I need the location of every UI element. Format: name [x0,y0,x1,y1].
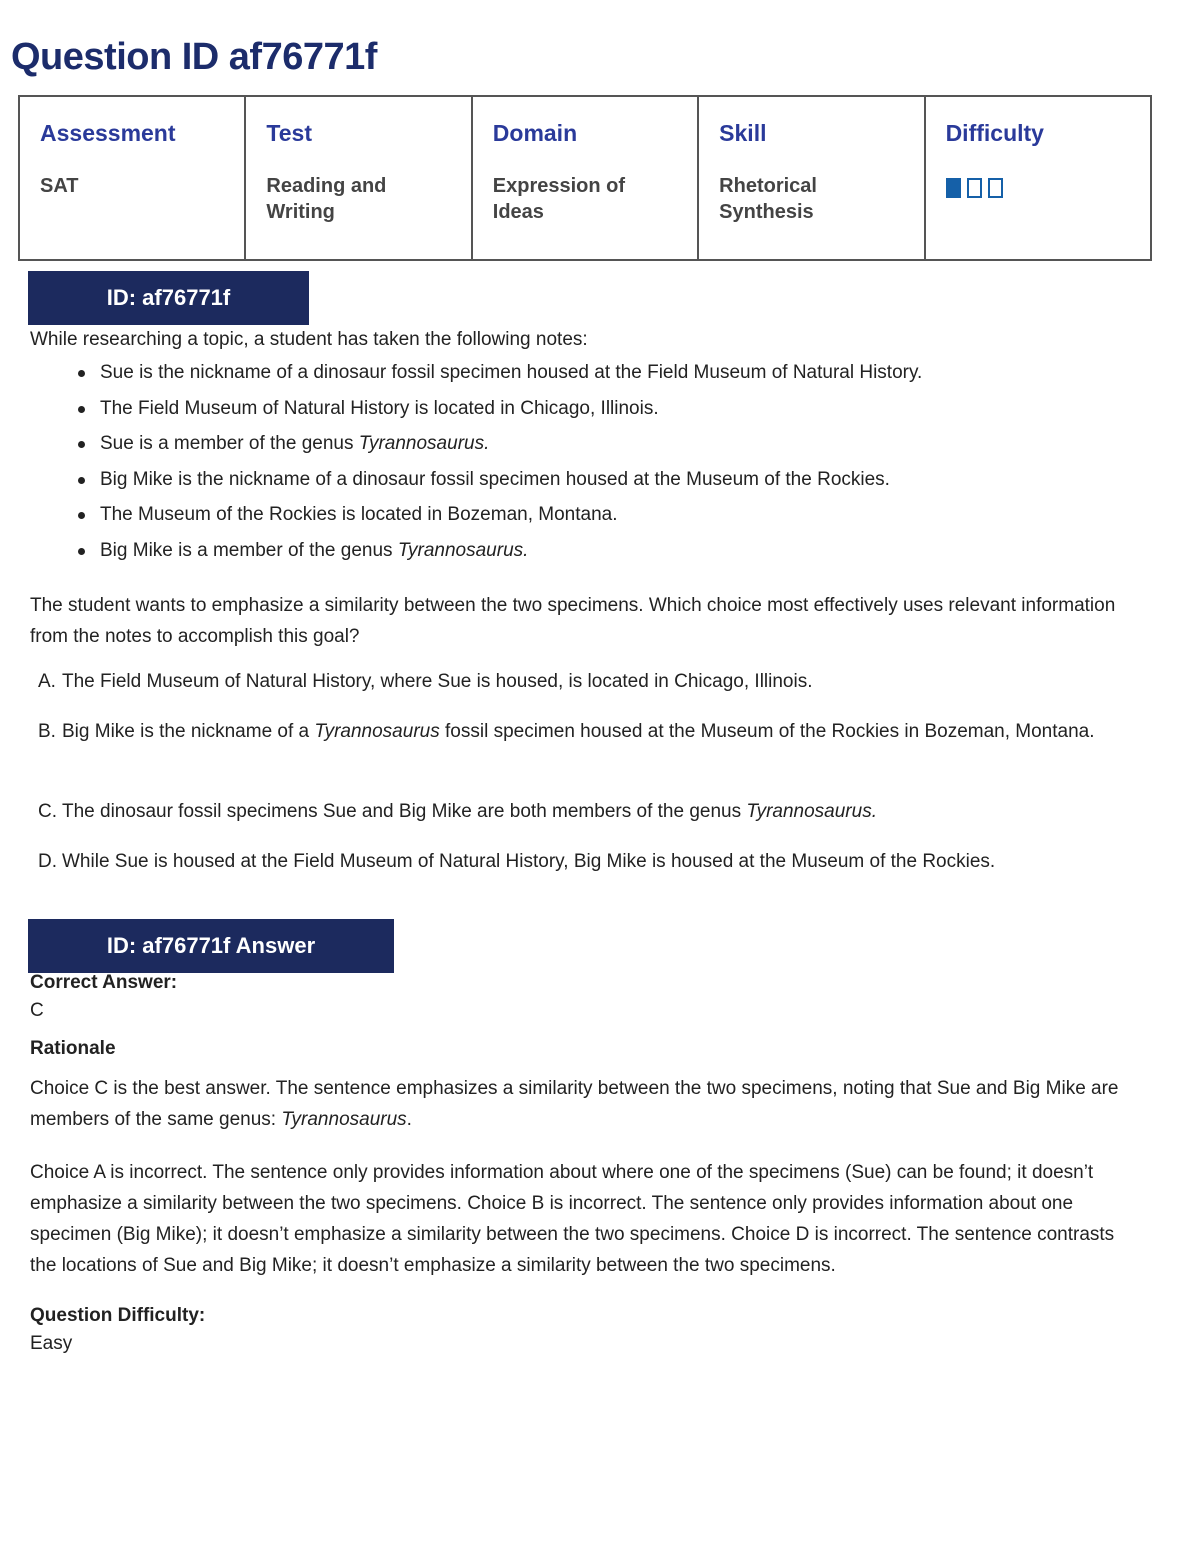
choice-letter: D. [38,851,57,872]
note-item: The Field Museum of Natural History is located in Chicago, Illinois. [100,391,922,427]
choice-text: Big Mike is the nickname of a Tyrannosaurus fossil specimen housed at the Museum of the Rockies in Bozeman, Montana. [62,721,1095,742]
meta-difficulty-label: Difficulty [945,120,1044,146]
meta-assessment-cell [19,96,245,260]
meta-skill-label: Skill [719,120,767,146]
question-intro: While researching a topic, a student has taken the following notes: [30,329,588,350]
question-difficulty-label: Question Difficulty: [30,1305,206,1326]
choice-letter: C. [38,801,57,822]
meta-test-label: Test [266,120,312,146]
rationale-paragraph-2: Choice A is incorrect. The sentence only provides information about where one of the specimens (Sue) can be found; it doesn’t emphasize a similarity between the two specimens. Choice B is incorrect. The sentence only provides information about one specimen (Big Mike); it doesn’t emphasize a similarity between the two specimens. Choice D is incorrect. The sentence contrasts the locations of Sue and Big Mike; it doesn’t emphasize a similarity between the two specimens. [30,1162,1115,1276]
choice-c[interactable] [38,796,1118,827]
choice-text: While Sue is housed at the Field Museum of Natural History, Big Mike is housed at the Museum of the Rockies. [62,851,996,872]
note-item: Sue is a member of the genus Tyrannosaurus. [100,426,922,462]
meta-difficulty-cell [925,96,1151,260]
choice-d[interactable] [38,846,1118,877]
answer-id-banner: ID: af76771f Answer [28,919,394,973]
meta-assessment-label: Assessment [40,120,176,146]
meta-test-value: Reading and Writing [266,175,387,223]
rationale-label: Rationale [30,1038,116,1059]
choice-text: The Field Museum of Natural History, where Sue is housed, is located in Chicago, Illinois. [62,671,813,692]
note-item: Big Mike is the nickname of a dinosaur fossil specimen housed at the Museum of the Rockies. [100,462,922,498]
question-meta-table [18,95,1152,261]
correct-answer-value: C [30,1000,44,1021]
meta-assessment-value: SAT [40,175,79,197]
note-item: The Museum of the Rockies is located in Bozeman, Montana. [100,497,922,533]
choice-text: The dinosaur fossil specimens Sue and Big Mike are both members of the genus Tyrannosaurus. [62,801,877,822]
page-title: Question ID af76771f [11,36,377,78]
question-id-banner: ID: af76771f [28,271,309,325]
choice-letter: B. [38,721,56,742]
difficulty-empty-box [988,178,1003,198]
notes-list [30,355,922,568]
choice-b[interactable] [38,716,1118,747]
note-item: Sue is the nickname of a dinosaur fossil specimen housed at the Field Museum of Natural History. [100,355,922,391]
meta-skill-value: Rhetorical Synthesis [719,175,817,223]
meta-skill-cell [698,96,924,260]
choice-a[interactable] [38,666,1118,697]
choice-letter: A. [38,671,56,692]
question-prompt: The student wants to emphasize a similarity between the two specimens. Which choice most effectively uses relevant information from the notes to accomplish this goal? [30,595,1116,647]
correct-answer-label: Correct Answer: [30,972,178,993]
meta-domain-value: Expression of Ideas [492,175,626,223]
difficulty-indicator [946,178,1130,198]
note-item: Big Mike is a member of the genus Tyrannosaurus. [100,533,922,569]
meta-test-cell [245,96,471,260]
difficulty-empty-box [967,178,982,198]
meta-domain-label: Domain [492,120,578,146]
question-difficulty-value: Easy [30,1333,73,1354]
difficulty-filled-box [946,178,961,198]
rationale-paragraph-1: Choice C is the best answer. The sentence emphasizes a similarity between the two specimens, noting that Sue and Big Mike are members of the same genus: Tyrannosaurus. [30,1078,1119,1130]
meta-domain-cell [472,96,698,260]
